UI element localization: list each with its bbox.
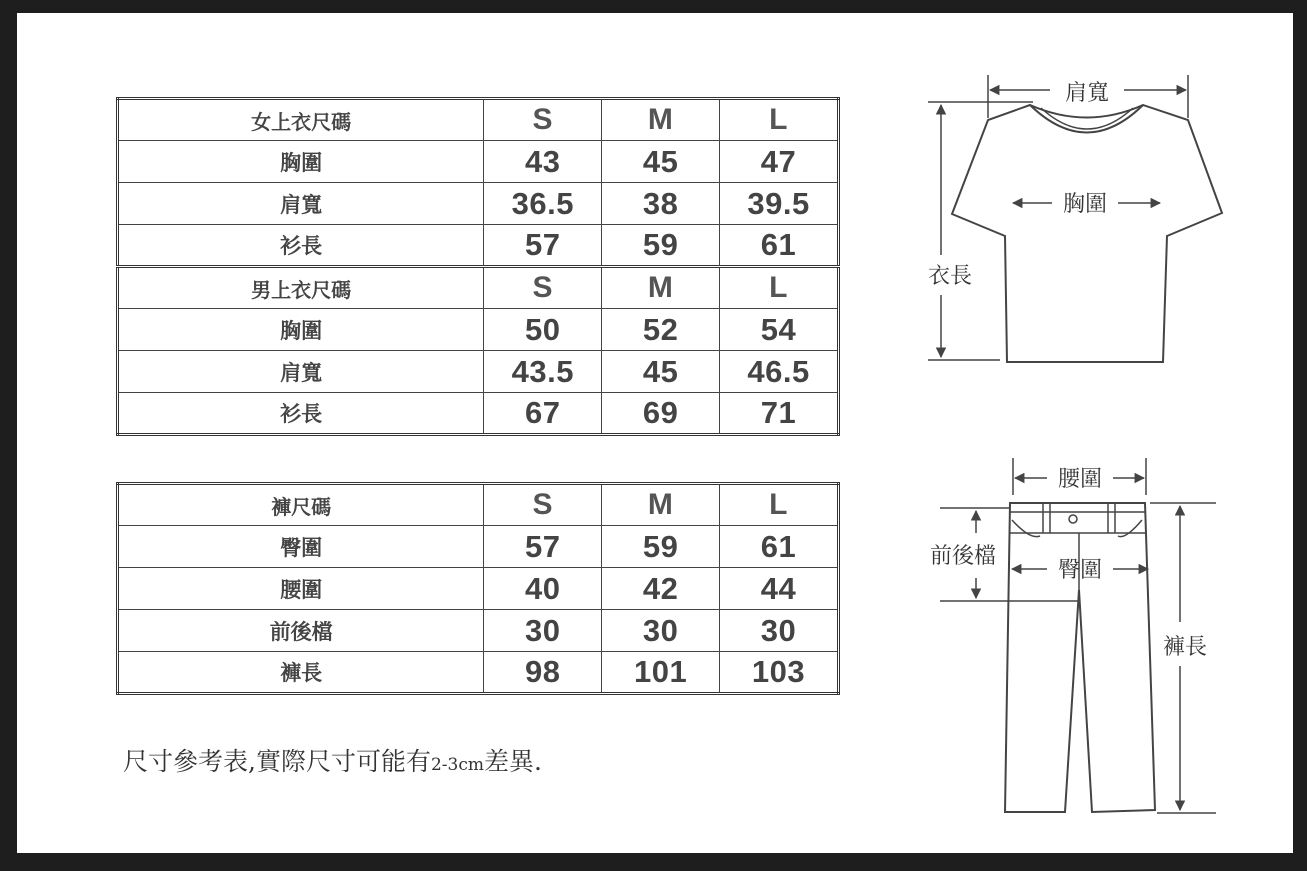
size-l-header: L	[720, 267, 839, 309]
cell-value: 57	[484, 225, 602, 267]
cell-value: 101	[602, 652, 720, 694]
cell-value: 59	[602, 225, 720, 267]
tshirt-diagram	[952, 105, 1222, 362]
waist-label: 腰圍	[1057, 467, 1103, 492]
row-label: 前後檔	[118, 610, 484, 652]
cell-value: 59	[602, 526, 720, 568]
men-top-header-label: 男上衣尺碼	[118, 267, 484, 309]
cell-value: 43	[484, 141, 602, 183]
note-prefix: 尺寸參考表,實際尺寸可能有	[123, 747, 431, 776]
row-label: 褲長	[118, 652, 484, 694]
cell-value: 103	[720, 652, 839, 694]
tshirt-outline	[952, 105, 1222, 362]
size-l-header: L	[720, 99, 839, 141]
cell-value: 43.5	[484, 351, 602, 393]
cell-value: 30	[720, 610, 839, 652]
row-label: 胸圍	[118, 309, 484, 351]
cell-value: 61	[720, 526, 839, 568]
cell-value: 38	[602, 183, 720, 225]
cell-value: 45	[602, 141, 720, 183]
pants-length-label: 褲長	[1162, 635, 1208, 660]
row-label: 臀圍	[118, 526, 484, 568]
size-s-header: S	[484, 484, 602, 526]
cell-value: 46.5	[720, 351, 839, 393]
cell-value: 36.5	[484, 183, 602, 225]
pants-diagram	[1005, 503, 1155, 812]
chest-label: 胸圍	[1062, 192, 1108, 217]
cell-value: 69	[602, 393, 720, 435]
cell-value: 30	[484, 610, 602, 652]
cell-value: 44	[720, 568, 839, 610]
hip-label: 臀圍	[1057, 558, 1103, 583]
row-label: 衫長	[118, 225, 484, 267]
note-suffix: 差異.	[483, 747, 542, 776]
cell-value: 40	[484, 568, 602, 610]
cell-value: 57	[484, 526, 602, 568]
cell-value: 61	[720, 225, 839, 267]
pants-outline	[1005, 503, 1155, 812]
size-m-header: M	[602, 484, 720, 526]
cell-value: 45	[602, 351, 720, 393]
rise-label: 前後檔	[929, 544, 997, 569]
pants-header-label: 褲尺碼	[118, 484, 484, 526]
size-m-header: M	[602, 267, 720, 309]
row-label: 肩寬	[118, 183, 484, 225]
row-label: 腰圍	[118, 568, 484, 610]
size-s-header: S	[484, 99, 602, 141]
cell-value: 42	[602, 568, 720, 610]
cell-value: 47	[720, 141, 839, 183]
cell-value: 54	[720, 309, 839, 351]
shoulder-label: 肩寬	[1064, 81, 1110, 106]
cell-value: 39.5	[720, 183, 839, 225]
size-m-header: M	[602, 99, 720, 141]
women-top-header-label: 女上衣尺碼	[118, 99, 484, 141]
cell-value: 71	[720, 393, 839, 435]
row-label: 胸圍	[118, 141, 484, 183]
cell-value: 50	[484, 309, 602, 351]
row-label: 衫長	[118, 393, 484, 435]
cell-value: 98	[484, 652, 602, 694]
cell-value: 52	[602, 309, 720, 351]
note-range: 2-3cm	[430, 755, 484, 775]
cell-value: 30	[602, 610, 720, 652]
row-label: 肩寬	[118, 351, 484, 393]
shirt-length-label: 衣長	[927, 264, 973, 289]
size-s-header: S	[484, 267, 602, 309]
cell-value: 67	[484, 393, 602, 435]
size-l-header: L	[720, 484, 839, 526]
